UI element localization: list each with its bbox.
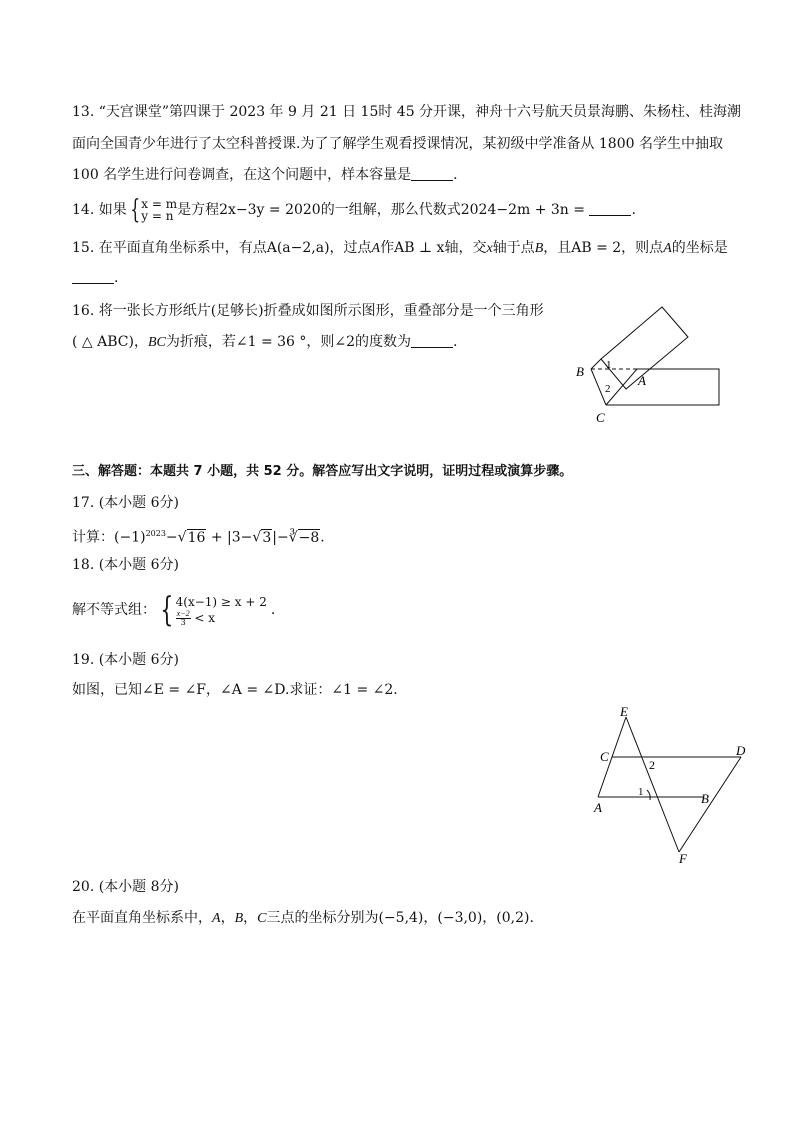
q15-x: x bbox=[486, 241, 493, 256]
q17-sqrt3: 3 bbox=[262, 529, 272, 546]
q14-eq1: x = m bbox=[141, 197, 178, 211]
fig16-angle-1: 1 bbox=[606, 359, 612, 371]
fig16-label-c: C bbox=[596, 410, 605, 425]
q20-comma1: ， bbox=[220, 910, 235, 926]
q14-system bbox=[127, 197, 177, 223]
q18-end: . bbox=[270, 602, 276, 618]
q18-fraction bbox=[176, 610, 191, 627]
fig19-label-a: A bbox=[594, 800, 602, 815]
q17-abs: |− bbox=[272, 529, 289, 546]
fig19-label-d: D bbox=[736, 743, 746, 758]
q18-head: 18. (本小题 6分) bbox=[72, 557, 179, 573]
q16-text-b: 为折痕，若∠1 = 36 °，则∠2的度数为 bbox=[165, 334, 412, 350]
q17-exp: 2023 bbox=[145, 529, 166, 538]
q15-line1 bbox=[72, 238, 728, 259]
q20-text: 三点的坐标分别为(−5,4)，(−3,0)，(0,2). bbox=[266, 910, 534, 926]
q18-ineq2 bbox=[176, 610, 267, 627]
brace-icon: { bbox=[160, 590, 174, 630]
q15-text-a: 15. 在平面直角坐标系中，有点A(a−2,a)，过点 bbox=[72, 240, 372, 256]
q15-text-c: 轴于点 bbox=[492, 240, 535, 256]
q13-line2: 面向全国青少年进行了太空科普授课.为了了解学生观看授课情况，某初级中学准备从 1800 名学生中抽取 bbox=[72, 136, 723, 152]
q17-minus: − bbox=[165, 529, 178, 546]
section-3-title: 三、解答题：本题共 7 小题，共 52 分。解答应写出文字说明，证明过程或演算步骤。 bbox=[72, 464, 573, 479]
q17-line: 计算：$(-1)^{2023}-√16$ + |3−√3|−∛−8. bbox=[72, 529, 325, 546]
fig19-label-f: F bbox=[679, 851, 687, 866]
fig19-angle-1: 1 bbox=[638, 786, 644, 798]
q15-text-e: 的坐标是 bbox=[671, 240, 728, 256]
answer-blank bbox=[411, 333, 453, 348]
q15-text-b: 作AB ⊥ x轴，交 bbox=[380, 240, 487, 256]
fig19-label-e: E bbox=[620, 704, 628, 719]
fig19-label-b: B bbox=[701, 791, 709, 806]
q17-end: . bbox=[320, 529, 325, 546]
fig16-angle-2: 2 bbox=[605, 383, 611, 395]
fig16-label-a: A bbox=[638, 373, 646, 388]
q15-point-a: A bbox=[371, 241, 381, 256]
fig19-angle-2: 2 bbox=[649, 758, 655, 772]
brace-icon: { bbox=[130, 195, 140, 225]
q17-head: 17. (本小题 6分) bbox=[72, 495, 179, 511]
fig19-label-c: C bbox=[600, 749, 609, 764]
q14-prefix: 14. 如果 bbox=[72, 202, 127, 218]
q18-line bbox=[72, 590, 276, 630]
answer-blank bbox=[411, 166, 453, 181]
q15-text-d: ，且AB = 2，则点 bbox=[543, 240, 664, 256]
q15-end: . bbox=[114, 270, 119, 286]
q20-point-b: B bbox=[234, 911, 244, 926]
q14-middle: 是方程2x−3y = 2020的一组解，那么代数式2024−2m + 3n = bbox=[177, 202, 585, 218]
q17-sqrt16: 16 bbox=[187, 529, 206, 546]
q15-point-b: B bbox=[534, 241, 544, 256]
q20-head: 20. (本小题 8分) bbox=[72, 879, 179, 895]
q18-rest: < x bbox=[190, 610, 216, 625]
q16-line2 bbox=[72, 332, 457, 353]
q14-line bbox=[72, 197, 636, 223]
q19-figure bbox=[586, 700, 756, 870]
q16-end: . bbox=[453, 334, 458, 350]
q19-text: 如图，已知∠E = ∠F，∠A = ∠D.求证：∠1 = ∠2. bbox=[72, 682, 398, 698]
fig16-label-b: B bbox=[576, 364, 584, 379]
q18-system bbox=[156, 590, 267, 630]
q19-head: 19. (本小题 6分) bbox=[72, 652, 179, 668]
q17-prefix: 计算：(−1) bbox=[72, 529, 146, 546]
q20-point-c: C bbox=[257, 911, 267, 926]
q16-bc: BC bbox=[147, 335, 166, 350]
q13-line1: 13. “天宫课堂”第四课于 2023 年 9 月 21 日 15时 45 分开课，神舟十六号航天员景海鹏、朱杨柱、桂海潮 bbox=[72, 104, 742, 120]
q20-line bbox=[72, 908, 534, 929]
answer-blank bbox=[72, 269, 114, 284]
q18-den: 3 bbox=[180, 617, 186, 627]
q15-point-a2: A bbox=[663, 241, 672, 256]
q16-figure bbox=[570, 298, 730, 428]
q20-point-a: A bbox=[212, 911, 221, 926]
q20-prefix: 在平面直角坐标系中， bbox=[72, 910, 212, 926]
q16-text-a: ( △ ABC)， bbox=[72, 334, 148, 350]
q17-mid: + |3− bbox=[206, 529, 253, 546]
q18-num: x−2 bbox=[176, 608, 190, 618]
q18-ineq1: 4(x−1) ≥ x + 2 bbox=[175, 594, 267, 609]
q20-comma2: ， bbox=[243, 910, 258, 926]
q15-line2 bbox=[72, 268, 118, 288]
q13-line3-text: 100 名学生进行问卷调查，在这个问题中，样本容量是 bbox=[72, 167, 412, 183]
q16-line1: 16. 将一张长方形纸片(足够长)折叠成如图所示图形，重叠部分是一个三角形 bbox=[72, 303, 544, 319]
answer-blank bbox=[589, 201, 631, 216]
q17-cbrt: −8 bbox=[298, 529, 320, 546]
q13-end: . bbox=[453, 167, 458, 183]
q18-prefix: 解不等式组： bbox=[72, 602, 156, 618]
q13-line3 bbox=[72, 165, 458, 185]
q14-end: . bbox=[631, 202, 636, 218]
q14-eq2: y = n bbox=[141, 209, 174, 223]
